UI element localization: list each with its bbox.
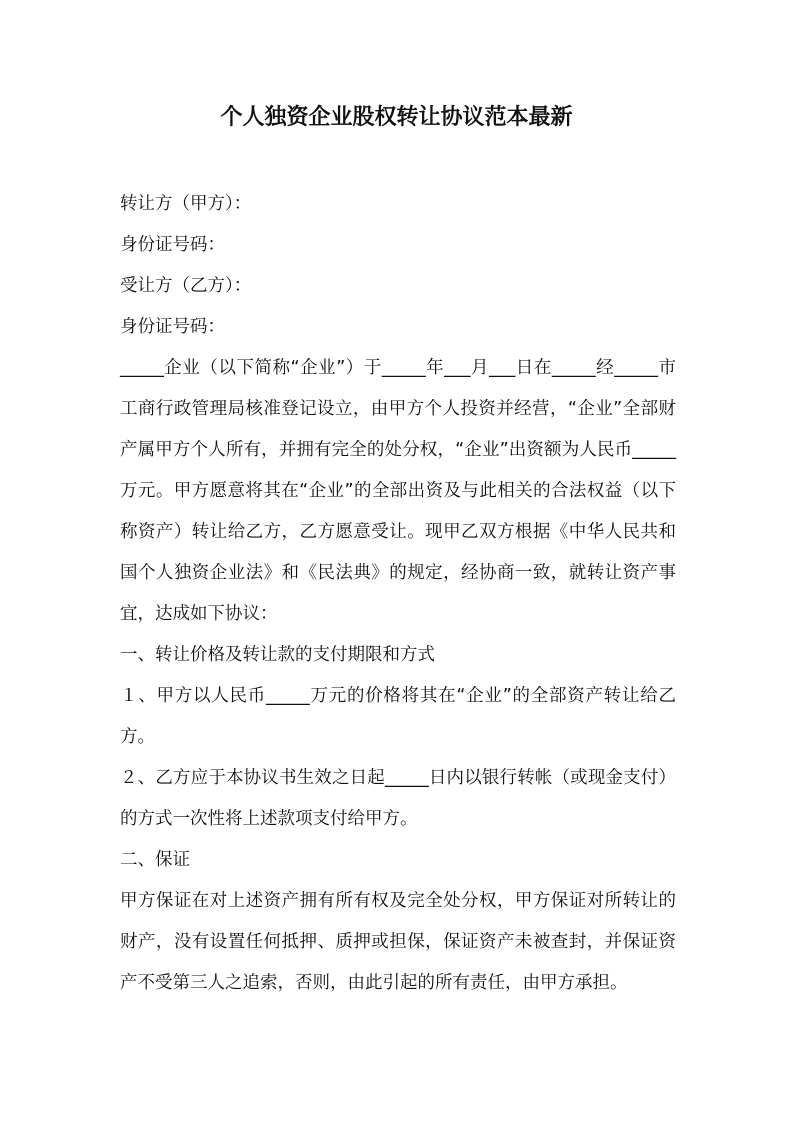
section2-paragraph: 甲方保证在对上述资产拥有所有权及完全处分权，甲方保证对所转让的财产，没有设置任何抵押、质押或担保，保证资产未被查封，并保证资产不受第三人之追索，否则，由此引起的所有责任，由甲方承担。 <box>120 891 676 993</box>
transferor-id-label: 身份证号码： <box>120 235 225 255</box>
section2-heading: 二、保证 <box>120 850 190 870</box>
section1-heading: 一、转让价格及转让款的支付期限和方式 <box>120 645 435 665</box>
transferor-label: 转让方（甲方）： <box>120 194 252 214</box>
transferee-id-label: 身份证号码： <box>120 317 225 337</box>
clause-1-1: １、甲方以人民币_____万元的价格将其在“企业”的全部资产转让给乙方。 <box>120 686 676 747</box>
document-title: 个人独资企业股权转让协议范本最新 <box>220 105 573 130</box>
transferee-label: 受让方（乙方）： <box>120 276 252 296</box>
document-body <box>120 184 676 1004</box>
clause-1-2: ２、乙方应于本协议书生效之日起_____日内以银行转帐（或现金支付）的方式一次性将上述款项支付给甲方。 <box>120 768 676 829</box>
preamble-paragraph: _____企业（以下简称“企业”）于_____年___月___日在_____经_____市工商行政管理局核准登记设立，由甲方个人投资并经营，“企业”全部财产属甲方个人所有，并拥有完全的处分权，“企业”出资额为人民币_____万元。甲方愿意将其在“企业”的全部出资及与此相关的合法权益（以下称资产）转让给乙方，乙方愿意受让。现甲乙双方根据《中华人民共和国个人独资企业法》和《民法典》的规定，经协商一致，就转让资产事宜，达成如下协议： <box>120 358 676 624</box>
